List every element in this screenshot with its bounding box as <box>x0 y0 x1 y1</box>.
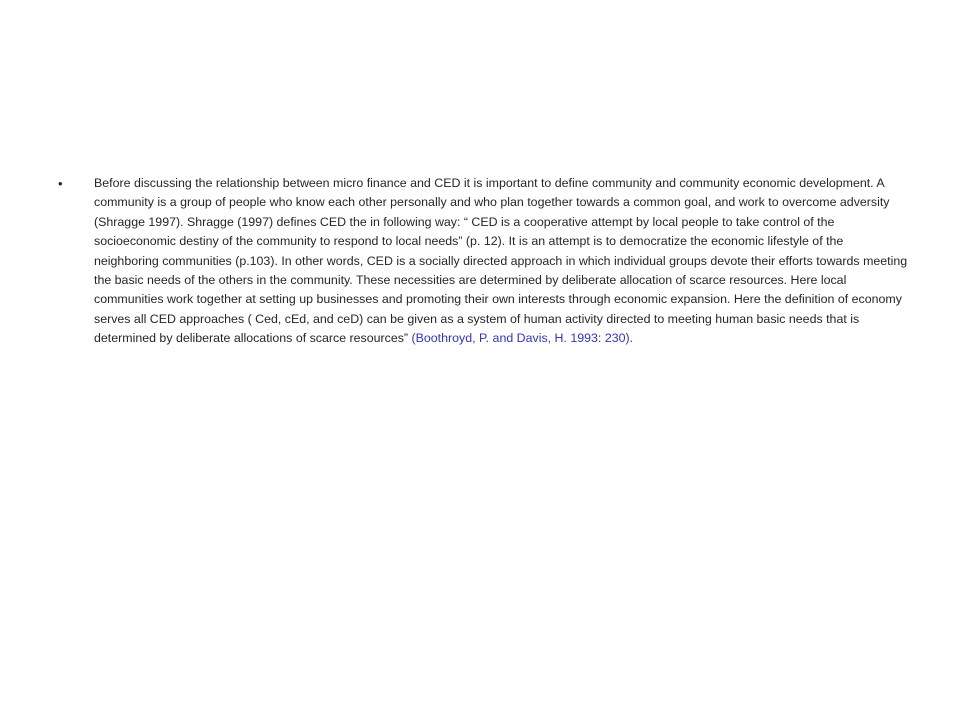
paragraph-text: Before discussing the relationship between micro finance and CED it is important to define community and community economic development. A community is a group of people who know each other personally and who plan together towards a common goal, and work to overcome adversity (Shragge 1997). Shragge (1997) defines CED the in following way: “ CED is a cooperative attempt by local people to take control of the socioeconomic destiny of the community to respond to local needs” (p. 12). It is an attempt is to democratize the economic lifestyle of the neighboring communities (p.103). In other words, CED is a socially directed approach in which individual groups devote their efforts towards meeting the basic needs of the others in the community. These necessities are determined by deliberate allocation of scarce resources. Here local communities work together at setting up businesses and promoting their own interests through economic expansion. Here the definition of economy serves all CED approaches ( Ced, cEd, and ceD) can be given as a system of human activity directed to meeting human basic needs that is determined by deliberate allocations of scarce resources” <box>94 176 908 346</box>
citation-reference: (Boothroyd, P. and Davis, H. 1993: 230). <box>408 331 634 346</box>
bullet-icon: • <box>58 176 63 191</box>
body-paragraph <box>94 174 908 349</box>
bullet-item <box>58 174 908 349</box>
